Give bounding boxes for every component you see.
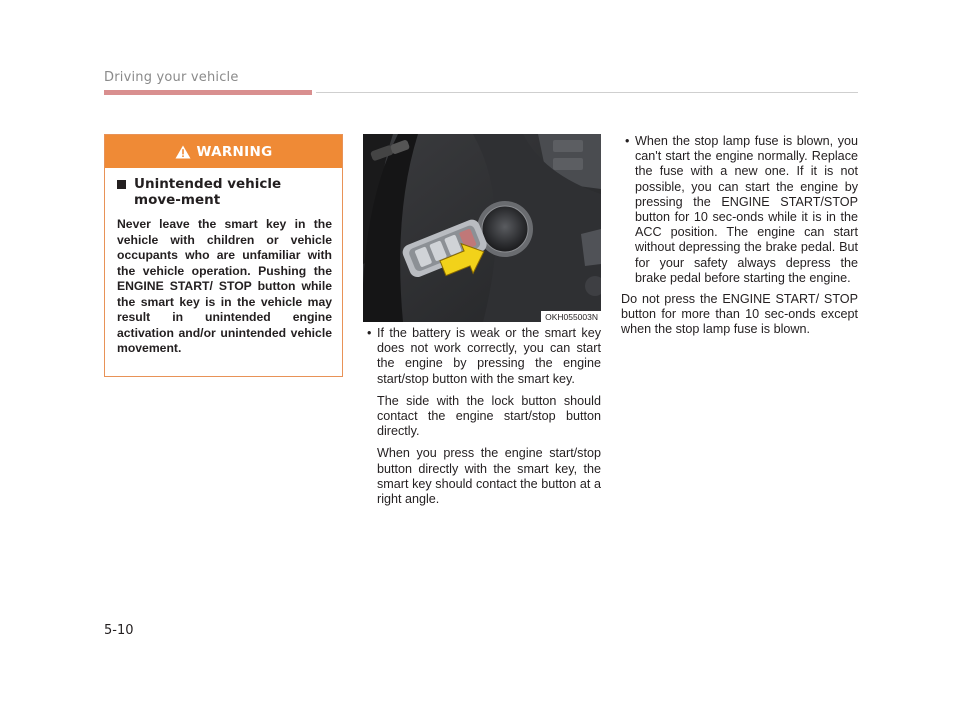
warning-triangle-icon — [175, 145, 191, 159]
column-3 — [621, 134, 858, 338]
ten-seconds-paragraph: Do not press the ENGINE START/ STOP button for more than 10 sec-onds except when the stop lamp fuse is blown. — [621, 292, 858, 337]
bullet-stop-lamp-fuse — [621, 134, 858, 286]
warning-body: Never leave the smart key in the vehicle with children or vehicle occupants who are unfamiliar with the vehicle operation. Pushing the ENGINE START/ STOP button while the smart key is in the vehicle may result in unintended engine activation and/or unintended vehicle movement. — [117, 217, 332, 355]
bullet-dot: • — [625, 134, 630, 148]
warning-subtitle-row — [117, 176, 332, 208]
right-angle-paragraph: When you press the engine start/stop button directly with the smart key, the smart key should contact the button at a right angle. — [377, 446, 601, 507]
square-bullet-icon — [117, 180, 126, 189]
warning-box — [104, 134, 343, 377]
bullet-stop-lamp-fuse-text: When the stop lamp fuse is blown, you can't start the engine normally. Replace the fuse with a new one. If it is not possible, you can start the engine by pressing the ENGINE START/STOP button for 10 sec-onds while it is in the ACC position. The engine can start without depressing the brake pedal. But for your safety always depress the brake pedal before starting the engine. — [635, 134, 858, 285]
bullet-weak-battery — [363, 326, 601, 387]
section-title: Driving your vehicle — [104, 70, 239, 85]
lock-button-paragraph: The side with the lock button should contact the engine start/stop button directly. — [377, 393, 601, 439]
column-2 — [363, 326, 601, 507]
engine-start-button-photo — [363, 134, 601, 322]
warning-header — [105, 135, 342, 168]
header-accent-bar — [104, 90, 312, 95]
header-rule — [316, 92, 858, 93]
smart-key-illustration — [363, 134, 601, 322]
figure-code: OKH055003N — [541, 311, 601, 322]
bullet-dot: • — [367, 326, 372, 340]
warning-subtitle: Unintended vehicle move-ment — [134, 176, 282, 208]
page-number: 5-10 — [104, 623, 134, 638]
bullet-weak-battery-text: If the battery is weak or the smart key does not work correctly, you can start the engine by pressing the engine start/stop button with the smart key. — [377, 326, 601, 386]
warning-label: WARNING — [196, 143, 273, 160]
